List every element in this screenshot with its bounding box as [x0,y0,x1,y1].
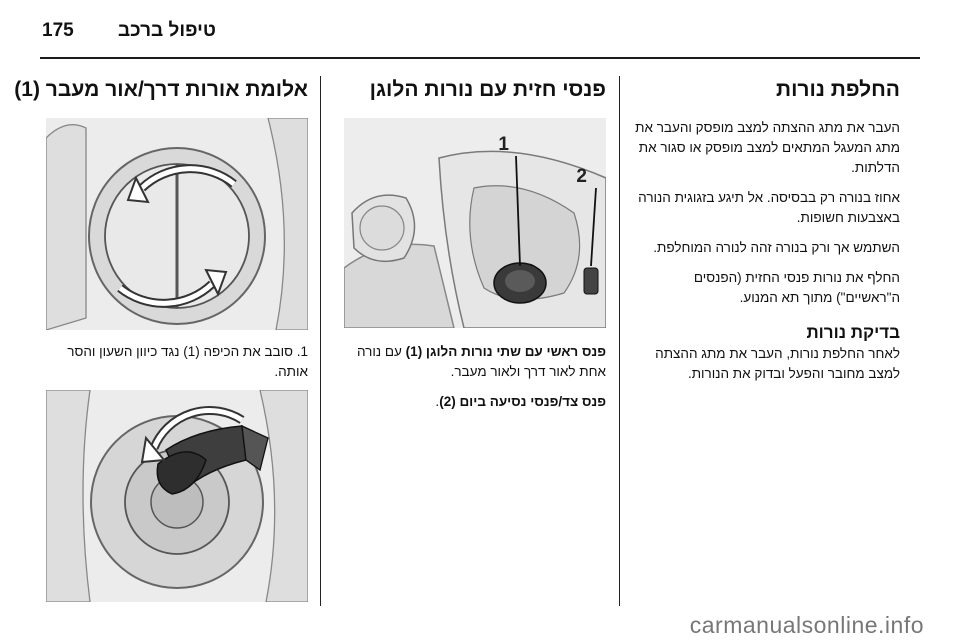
paragraph-ignition: העבר את מתג ההצתה למצב מופסק והעבר את מתג המעגל המתאים למצב מופסק או סגור את הדלתות. [635,120,900,175]
side-lamp-bold: פנס צד/פנסי נסיעה ביום (2) [439,394,606,409]
column-bulb-replacement [632,76,900,394]
side-lamp-end: . [435,394,440,409]
paragraph-halogen-main [334,342,606,382]
headlamp-illustration [344,118,606,328]
paragraph-side-lamp [334,392,606,412]
page-number: 175 [42,20,74,41]
heading-halogen-headlights: פנסי חזית עם נורות הלוגן [369,78,606,101]
heading-bulb-replacement: החלפת נורות [776,78,900,101]
paragraph-bulb-check: לאחר החלפת נורות, העבר את מתג ההצתה למצב מחובר והפעל ובדוק את הנורות. [655,346,900,381]
paragraph-headlamp-access: החלף את נורות פנסי החזית (הפנסים ה"ראשיים") מתוך תא המנוע. [693,270,900,305]
halogen-main-rest: עם נורה אחת לאור דרך ולאור מעבר. [357,344,606,379]
paragraph-handle-bulb: אחוז בנורה רק בבסיסה. אל תיגע בזגוגית הנורה באצבעות חשופות. [638,190,900,225]
column-divider-left [320,76,321,606]
section-title: טיפול ברכב [118,20,216,41]
page-header [0,0,960,58]
paragraph-same-bulb: השתמש אך ורק בנורה זהה לנורה המוחלפת. [653,240,900,255]
caption-remove-cap: 1. סובב את הכיפה (1) נגד כיוון השעון והסר אותה. [67,344,308,379]
bulb-removal-drawing [46,390,308,602]
header-divider [40,57,920,59]
headlamp-drawing [344,118,606,328]
callout-label-2: 2 [576,166,587,187]
heading-low-high-beam: אלומת אורות דרך/אור מעבר (1) [14,78,308,101]
cap-rotation-illustration [46,118,308,330]
subheading-bulb-check: בדיקת נורות [806,323,900,342]
halogen-main-bold: פנס ראשי עם שתי נורות הלוגן (1) [405,344,606,359]
bulb-removal-illustration [46,390,308,602]
column-low-high-beam [14,76,308,602]
cap-rotation-drawing [46,118,308,330]
column-divider-right [619,76,620,606]
callout-label-1: 1 [498,134,509,155]
watermark: carmanualsonline.info [689,612,924,638]
column-halogen-headlights [334,76,606,422]
